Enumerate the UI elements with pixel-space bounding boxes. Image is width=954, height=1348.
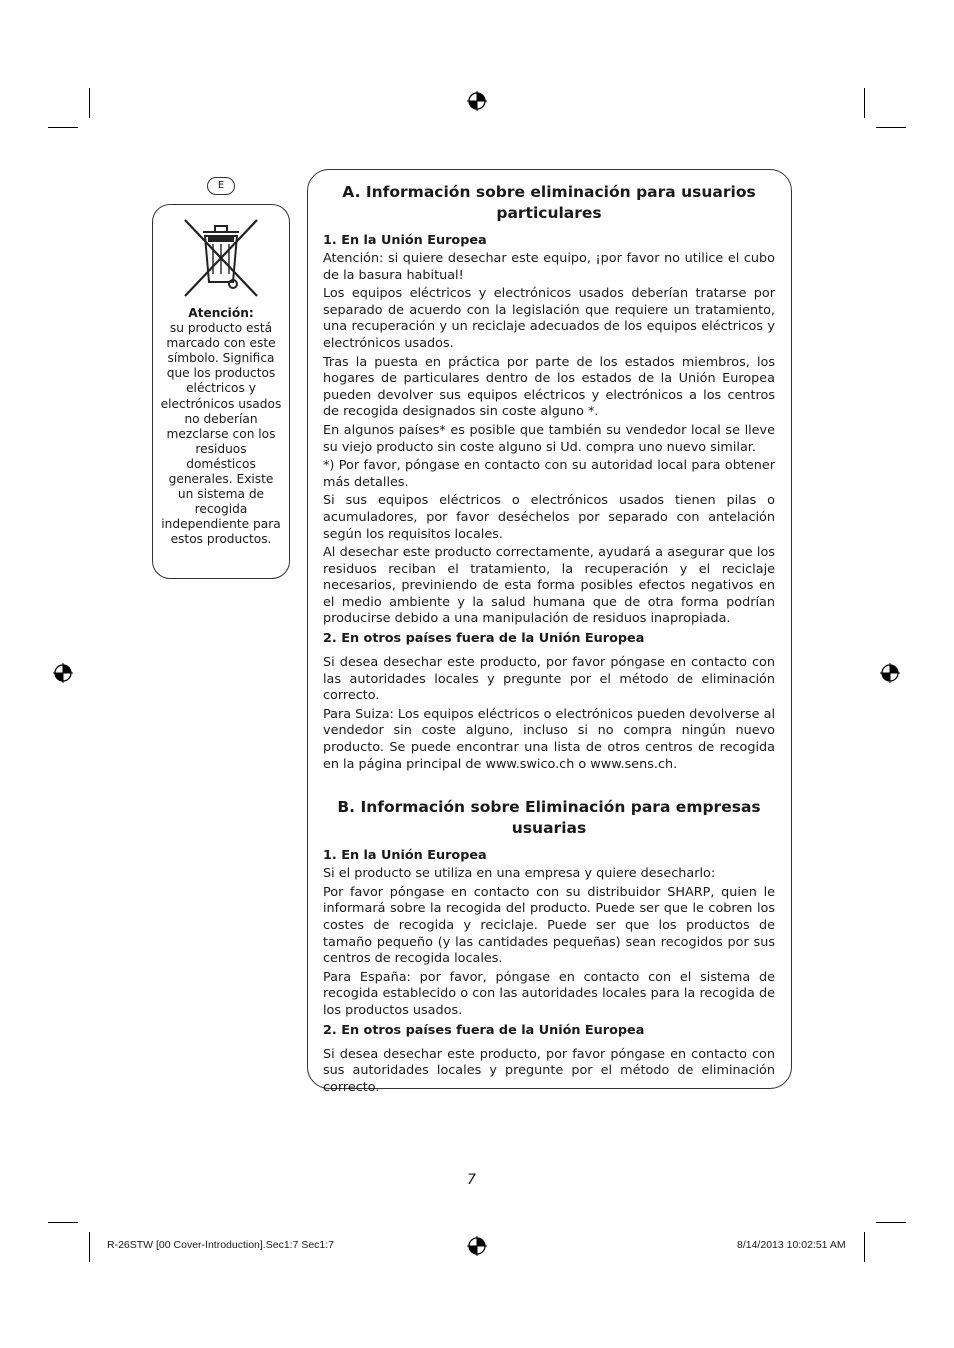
paragraph: Por favor póngase en contacto con su distribuidor SHARP, quien le informará sobre la recogida del producto. Puede ser que le cobren los costes de recogida y reciclaje. Puede ser que los productos de tamaño pequeño (y las cantidades pequeñas) sean recogidos por sus centros de recogida locales. <box>323 884 775 967</box>
attention-title: Atención: <box>188 306 254 320</box>
crop-mark <box>89 1232 90 1262</box>
crossed-out-wheelie-bin-icon <box>181 214 261 300</box>
registration-mark-icon <box>467 91 487 111</box>
paragraph: Atención: si quiere desechar este equipo, ¡por favor no utilice el cubo de la basura habitual! <box>323 251 775 283</box>
paragraph: Si desea desechar este producto, por favor póngase en contacto con sus autoridades locales y pregunte por el método de eliminación correcto. <box>323 1046 775 1095</box>
crop-mark <box>89 88 90 118</box>
crop-mark <box>864 1232 865 1262</box>
crop-mark <box>876 1222 906 1223</box>
section-a-eu-heading: 1. En la Unión Europea <box>323 233 487 248</box>
footer-file-info: R-26STW [00 Cover-Introduction].Sec1:7 Sec1:7 <box>107 1239 335 1251</box>
crop-mark <box>864 88 865 118</box>
section-a-other-heading: 2. En otros países fuera de la Unión Europea <box>323 631 645 647</box>
section-a-title: A. Información sobre eliminación para usuarios particulares <box>342 183 756 222</box>
attention-body: su producto está marcado con este símbolo. Significa que los productos eléctricos y electrónicos usados no deberían mezclarse con los residuos domésticos generales. Existe un sistema de recogida independiente para estos productos. <box>160 321 282 547</box>
section-b-eu-heading: 1. En la Unión Europea <box>323 848 487 864</box>
footer-timestamp: 8/14/2013 10:02:51 AM <box>737 1239 846 1251</box>
paragraph: Si desea desechar este producto, por favor póngase en contacto con las autoridades locales y pregunte por el método de eliminación correcto. <box>323 655 775 704</box>
disposal-info-box <box>307 169 792 1095</box>
section-b-other-heading: 2. En otros países fuera de la Unión Europea <box>323 1022 645 1038</box>
paragraph: Para Suiza: Los equipos eléctricos o electrónicos pueden devolverse al vendedor sin coste alguno, incluso si no compra ningún nuevo producto. Se puede encontrar una lista de otros centros de recogida en la página principal de www.swico.ch o www.sens.ch. <box>323 706 775 772</box>
section-b-title: B. Información sobre Eliminación para empresas usuarias <box>337 798 761 838</box>
crop-mark <box>48 127 78 128</box>
registration-mark-icon <box>467 1236 487 1256</box>
crop-mark <box>876 127 906 128</box>
registration-mark-icon <box>53 663 73 683</box>
paragraph: Los equipos eléctricos y electrónicos usados deberían tratarse por separado de acuerdo con la legislación que requiere un tratamiento, una recuperación y un reciclaje adecuados de los equipos eléctricos y electrónicos usados. <box>323 286 775 351</box>
paragraph: Si sus equipos eléctricos o electrónicos usados tienen pilas o acumuladores, por favor deséchelos por separado con antelación según los requisitos locales. <box>323 493 775 542</box>
paragraph: Si el producto se utiliza en una empresa y quiere desecharlo: <box>323 866 716 882</box>
language-badge: E <box>207 177 235 195</box>
crop-mark <box>48 1222 78 1223</box>
paragraph: En algunos países* es posible que también su vendedor local se lleve su viejo producto sin coste alguno si Ud. compra uno nuevo similar. <box>323 422 775 455</box>
paragraph: *) Por favor, póngase en contacto con su autoridad local para obtener más detalles. <box>323 458 775 490</box>
weee-info-box <box>152 204 290 579</box>
page-number: 7 <box>467 1172 476 1188</box>
paragraph: Tras la puesta en práctica por parte de los estados miembros, los hogares de particulares dentro de los estados de la Unión Europea pueden devolver sus equipos eléctricos y electrónicos a los centros de recogida designados sin coste alguno *. <box>323 354 775 420</box>
paragraph: Al desechar este producto correctamente, ayudará a asegurar que los residuos reciban el tratamiento, la recuperación y el reciclaje necesarios, previniendo de esta forma posibles efectos negativos en el medio ambiente y la salud humana que de otra forma podrían producirse debido a una manipulación de residuos inapropiada. <box>323 545 775 627</box>
registration-mark-icon <box>880 663 900 683</box>
paragraph: Para España: por favor, póngase en contacto con el sistema de recogida establecido o con las autoridades locales para la recogida de los productos usados. <box>323 969 775 1018</box>
